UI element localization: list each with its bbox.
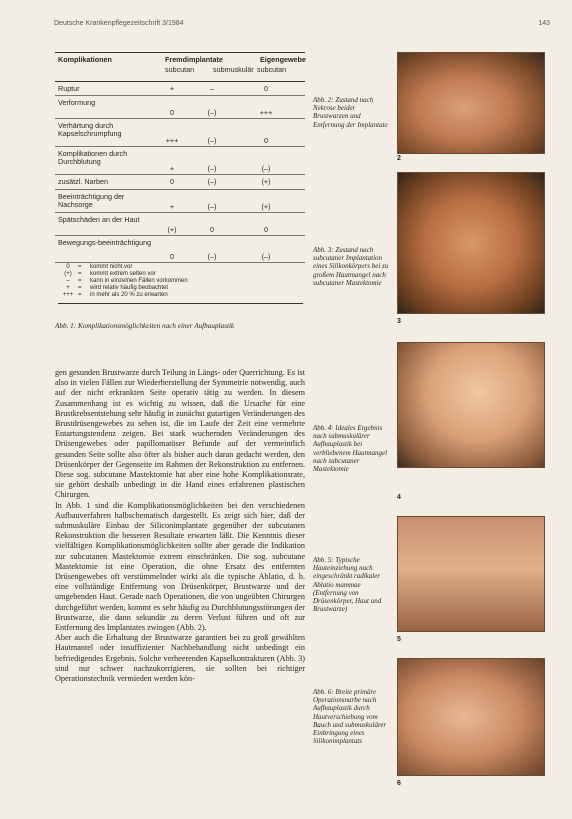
figure-2-photo bbox=[397, 52, 545, 154]
cell-submusk: (–) bbox=[207, 202, 217, 211]
complications-table bbox=[55, 52, 305, 263]
legend-text: kommt extrem selten vor bbox=[90, 271, 156, 277]
table-body bbox=[55, 82, 305, 263]
cell-subcutan: +++ bbox=[165, 136, 179, 145]
cell-submusk: (–) bbox=[207, 164, 217, 173]
cell-submusk: (–) bbox=[207, 252, 217, 261]
legend-entry bbox=[58, 264, 303, 271]
legend-symbol: (+) bbox=[64, 271, 72, 277]
col-own: Eigengewebe bbox=[260, 55, 306, 64]
cell-own: 0 bbox=[264, 84, 268, 93]
row-label: Komplikationen durch Durchblutung bbox=[58, 149, 128, 167]
legend-entry bbox=[58, 278, 303, 285]
cell-submusk: 0 bbox=[210, 225, 214, 234]
legend-text: kommt nicht vor bbox=[90, 264, 133, 270]
row-label: Spätschäden an der Haut bbox=[58, 215, 140, 224]
table-row bbox=[55, 175, 305, 190]
cell-own: +++ bbox=[259, 108, 273, 117]
figure-6-caption: Abb. 6: Breite primäre Operationsnarbe nach Aufbauplastik durch Hautverschiebung vom Bauch und submuskulärer Einbringung eines Silikonimplantats bbox=[313, 688, 387, 746]
table-row bbox=[55, 236, 305, 263]
paragraph: In Abb. 1 sind die Komplikationsmöglichkeiten bei den verschiedenen Aufbauverfahren halbschematisch dargestellt. Es zeigt sich hier, daß der submuskuläre Einbau der Siliconimplantate gegenüber der subcutanen Rekonstruktion die besseren Resultate erwarten läßt. Die Kenntnis dieser vielfältigen Komplikationsmöglichkeiten sollte aber gerade die Indikation zur subcutanen Mastektomie extrem einschränken. Die sog. subcutane Mastektomie ist eine Operation, die ohne Ersatz des entfernten Drüsengewebes oft verstümmelnder wirkt als die typische Ablatio, d. h. eine vollständige Entfernung von Drüsenkörper, Brustwarze und der umgebenden Haut. Gerade nach Operationen, die von ungeübten Chirurgen durchgeführt werden, kommt es sehr häufig zu Durchblutungsstörungen der Brustwarze, die dann sekundär zu deren Verlust führen und oft zur Entfernung des Implantates zwingen (Abb. 2). bbox=[55, 500, 305, 633]
legend-symbol: 0 bbox=[66, 264, 70, 270]
cell-own: (–) bbox=[261, 164, 271, 173]
table-row bbox=[55, 147, 305, 175]
figure-1-caption: Abb. 1: Komplikationsmöglichkeiten nach einer Aufbauplastik bbox=[55, 322, 235, 330]
figure-6-photo bbox=[397, 658, 545, 776]
figure-6-number: 6 bbox=[397, 780, 401, 787]
legend-equals: = bbox=[78, 292, 82, 298]
sub-submusk: submuskulär bbox=[213, 65, 254, 74]
cell-subcutan: (+) bbox=[167, 225, 177, 234]
row-label: Ruptur bbox=[58, 84, 80, 93]
cell-own: 0 bbox=[264, 136, 268, 145]
cell-own: (–) bbox=[261, 252, 271, 261]
legend-symbol: + bbox=[66, 285, 70, 291]
cell-subcutan: + bbox=[169, 84, 175, 93]
row-label: zusätzl. Narben bbox=[58, 177, 108, 186]
journal-title: Deutsche Krankenpflegezeitschrift 3/1984 bbox=[54, 20, 184, 27]
table-row bbox=[55, 213, 305, 236]
table-legend bbox=[58, 264, 303, 304]
legend-entry bbox=[58, 292, 303, 299]
legend-equals: = bbox=[78, 264, 82, 270]
figure-4-number: 4 bbox=[397, 494, 401, 501]
legend-equals: = bbox=[78, 278, 82, 284]
cell-submusk: (–) bbox=[207, 108, 217, 117]
figure-5-caption: Abb. 5: Typische Hauteinziehung nach eingeschränkt radikaler Ablatio mammae (Entfernung von Drüsenkörper, Haut und Brustwarze) bbox=[313, 556, 382, 614]
cell-own: (+) bbox=[261, 177, 271, 186]
cell-subcutan: + bbox=[169, 202, 175, 211]
figure-4-photo bbox=[397, 342, 545, 468]
figure-3-number: 3 bbox=[397, 318, 401, 325]
table-header bbox=[55, 52, 305, 82]
figure-3-caption: Abb. 3: Zustand nach subcutaner Implantation eines Silikonkörpers bei zu großem Hautmangel nach subcutaner Mastektomie bbox=[313, 246, 389, 287]
legend-entry bbox=[58, 285, 303, 292]
cell-own: 0 bbox=[264, 225, 268, 234]
figure-5-number: 5 bbox=[397, 636, 401, 643]
cell-own: (+) bbox=[261, 202, 271, 211]
legend-equals: = bbox=[78, 271, 82, 277]
figure-2-caption: Abb. 2: Zustand nach Nekrose beider Brustwarzen und Entfernung der Implantate bbox=[313, 96, 388, 129]
legend-symbol: – bbox=[66, 278, 70, 284]
page-header bbox=[54, 20, 550, 32]
col-label: Komplikationen bbox=[58, 55, 112, 64]
legend-text: kann in einzelnen Fällen vorkommen bbox=[90, 278, 188, 284]
row-label: Beeinträchtigung der Nachsorge bbox=[58, 192, 125, 210]
table-row bbox=[55, 82, 305, 96]
paragraph: Aber auch die Erhaltung der Brustwarze garantiert bei zu groß gewählten Hautmantel oder insuffizienter Nachbehandlung nicht unbedingt ein befriedigendes Ergebnis. Solche verheerenden Kapselkontrakturen (Abb. 3) sind nur schwer nachzukorrigieren, sie sollten bei richtiger Operationstechnik vermieden werden kön- bbox=[55, 633, 305, 684]
legend-entry bbox=[58, 271, 303, 278]
figure-2-number: 2 bbox=[397, 155, 401, 162]
col-implant: Fremdimplantate bbox=[165, 55, 223, 64]
cell-subcutan: + bbox=[169, 164, 175, 173]
cell-subcutan: 0 bbox=[170, 252, 174, 261]
cell-submusk: (–) bbox=[207, 177, 217, 186]
legend-symbol: +++ bbox=[62, 292, 74, 298]
paragraph: gen gesunden Brustwarze durch Teilung in Längs- oder Querrichtung. Es ist also in vielen Fällen zur Wiederherstellung der Symmetrie notwendig, auch auf der nicht erkrankten Seite operativ tätig zu werden. In diesem Zusammenhang ist es wichtig zu wissen, daß die Ursache für eine Brustkrebsentstehung sehr häufig in zunächst gutartigen Veränderungen des Brustdrüsengewebes zu sehen ist, die im Laufe der Zeit eine vermehrte Entartungstendenz zeigen. Bei stark wuchernden Veränderungen des Drüsengewebes oder papillomatöser Befunde auf der vermeintlich gesunden Seite sollte also öfter als bisher auch daran gedacht werden, den Drüsenkörper der Gegenseite im Rahmen der Rekonstruktion zu entfernen. Diese sog. subcutane Mastektomie hat aber eine hohe Komplikationsrate, sie gehört deshalb unbedingt in die Hand eines erfahrenen plastischen Chirurgen. bbox=[55, 368, 305, 500]
figure-3-photo bbox=[397, 172, 545, 314]
table-row bbox=[55, 119, 305, 147]
page-number: 143 bbox=[538, 20, 550, 27]
row-label: Verhärtung durch Kapselschrumpfung bbox=[58, 121, 122, 139]
legend-text: in mehr als 20 % zu erwarten bbox=[90, 292, 168, 298]
legend-equals: = bbox=[78, 285, 82, 291]
cell-subcutan: 0 bbox=[170, 108, 174, 117]
legend-text: wird relativ häufig beobachtet bbox=[90, 285, 169, 291]
figure-5-photo bbox=[397, 516, 545, 632]
row-label: Verformung bbox=[58, 98, 96, 107]
sub-subcutan: subcutan bbox=[165, 65, 195, 74]
cell-submusk: (–) bbox=[207, 136, 217, 145]
table-row bbox=[55, 96, 305, 119]
figure-4-caption: Abb. 4: Ideales Ergebnis nach submuskulärer Aufbauplastik bei verbliebenem Hautmangel nach subcutaner Mastektomie bbox=[313, 424, 388, 474]
body-text bbox=[55, 368, 305, 684]
cell-submusk: – bbox=[210, 84, 214, 93]
cell-subcutan: 0 bbox=[170, 177, 174, 186]
table-row bbox=[55, 190, 305, 213]
sub-own: subcutan bbox=[257, 65, 287, 74]
row-label: Bewegungs-beeinträchtigung bbox=[58, 238, 152, 247]
